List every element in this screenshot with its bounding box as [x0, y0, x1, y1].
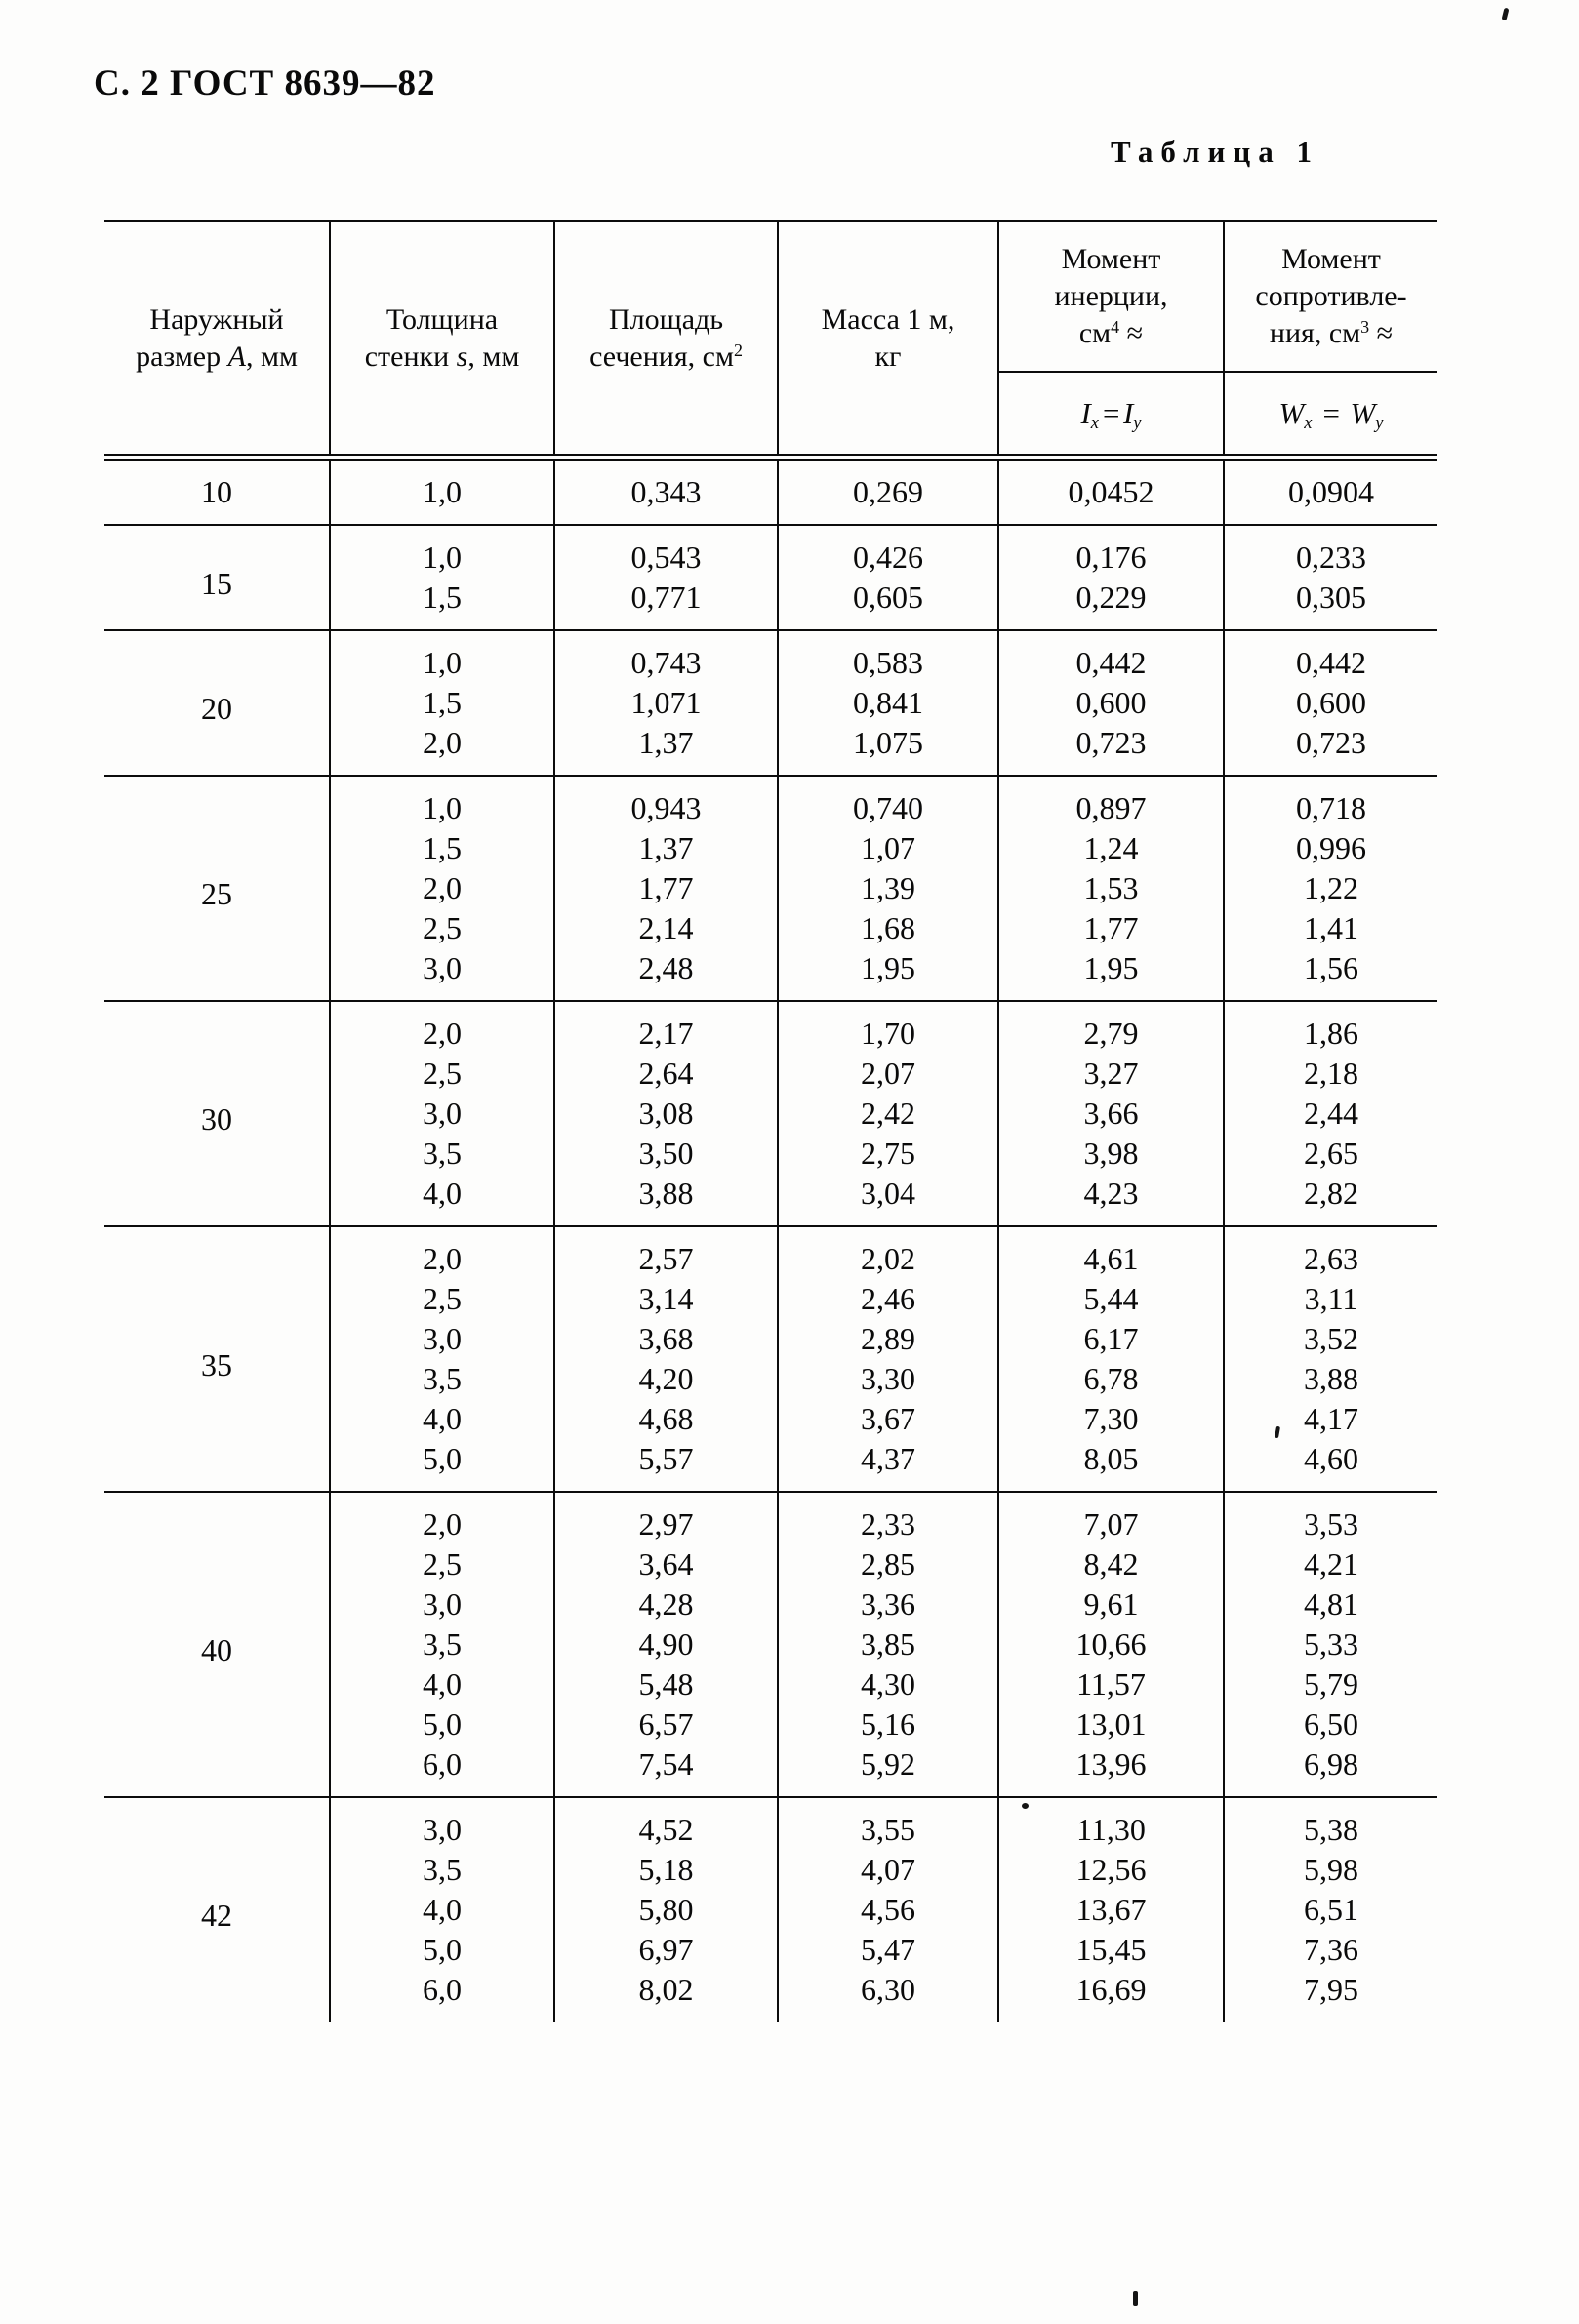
cell-inertia: 7,30: [998, 1399, 1224, 1439]
cell-mass: 0,269: [778, 458, 998, 526]
cell-area: 3,08: [554, 1094, 778, 1134]
cell-resistance: 0,600: [1296, 685, 1366, 720]
cell-thickness: 1,0: [330, 630, 554, 683]
cell-thickness: 2,5: [330, 1279, 554, 1319]
cell-thickness: 3,5: [330, 1359, 554, 1399]
size-group-35: [104, 1226, 1437, 1492]
cell-thickness: 2,5: [330, 908, 554, 948]
cell-mass: 2,46: [778, 1279, 998, 1319]
cell-size: 15: [104, 525, 330, 630]
table-row: [104, 1226, 1437, 1279]
cell-mass: 3,04: [778, 1174, 998, 1226]
dimensions-table: [104, 220, 1437, 2022]
cell-thickness: 3,0: [330, 1797, 554, 1850]
cell-thickness: 4,0: [330, 1664, 554, 1704]
cell-resistance: 3,88: [1304, 1361, 1358, 1396]
cell-area: 5,80: [554, 1890, 778, 1930]
cell-resistance: 2,44: [1304, 1096, 1358, 1131]
cell-inertia: 15,45: [998, 1930, 1224, 1970]
cell-thickness: 1,5: [330, 578, 554, 630]
col-header-moment-inertia: Момент инерции, $см^4$ ≈: [998, 221, 1224, 373]
cell-size: 35: [104, 1226, 330, 1492]
cell-inertia: 6,78: [998, 1359, 1224, 1399]
cell-thickness: 3,5: [330, 1134, 554, 1174]
cell-inertia: 11,57: [998, 1664, 1224, 1704]
cell-inertia: 12,56: [998, 1850, 1224, 1890]
cell-inertia: 1,95: [998, 948, 1224, 1001]
cell-mass: 6,30: [778, 1970, 998, 2022]
size-group-15: [104, 525, 1437, 630]
cell-inertia: 0,600: [998, 683, 1224, 723]
cell-size: 42: [104, 1797, 330, 2022]
cell-thickness: 2,0: [330, 868, 554, 908]
size-group-20: [104, 630, 1437, 776]
cell-thickness: 3,0: [330, 1584, 554, 1624]
cell-resistance: 4,17: [1304, 1401, 1358, 1436]
cell-inertia: 3,27: [998, 1054, 1224, 1094]
size-group-42: [104, 1797, 1437, 2022]
cell-resistance: 6,51: [1304, 1892, 1358, 1927]
cell-mass: 2,07: [778, 1054, 998, 1094]
cell-resistance: 3,11: [1304, 1281, 1358, 1316]
cell-inertia: 0,442: [998, 630, 1224, 683]
cell-area: 4,90: [554, 1624, 778, 1664]
cell-inertia: 6,17: [998, 1319, 1224, 1359]
cell-thickness: 4,0: [330, 1174, 554, 1226]
cell-thickness: 3,0: [330, 948, 554, 1001]
cell-mass: 4,56: [778, 1890, 998, 1930]
cell-thickness: 2,0: [330, 723, 554, 776]
cell-area: 0,771: [554, 578, 778, 630]
table-caption: Таблица 1: [1111, 135, 1319, 169]
cell-area: 4,20: [554, 1359, 778, 1399]
cell-resistance: 4,60: [1304, 1441, 1358, 1476]
cell-area: 2,17: [554, 1001, 778, 1054]
cell-resistance: 2,63: [1304, 1241, 1358, 1276]
col-header-mass: Масса 1 м, кг: [778, 221, 998, 458]
cell-area: 0,943: [554, 776, 778, 828]
cell-area: 0,543: [554, 525, 778, 578]
cell-area: 5,57: [554, 1439, 778, 1492]
cell-resistance: 5,33: [1304, 1626, 1358, 1662]
cell-area: 2,14: [554, 908, 778, 948]
cell-area: 5,18: [554, 1850, 778, 1890]
col-header-outer-size: Наружный размер А, мм: [104, 221, 330, 458]
cell-size: 10: [104, 458, 330, 526]
cell-area: 6,97: [554, 1930, 778, 1970]
cell-mass: 2,85: [778, 1544, 998, 1584]
cell-inertia: 3,98: [998, 1134, 1224, 1174]
table-row: [104, 1797, 1437, 1850]
scan-artifact: [1133, 2291, 1138, 2306]
cell-mass: 4,30: [778, 1664, 998, 1704]
cell-resistance: 4,21: [1304, 1546, 1358, 1582]
cell-thickness: 3,0: [330, 1094, 554, 1134]
size-group-25: [104, 776, 1437, 1001]
doc-header: С. 2 ГОСТ 8639—82: [94, 63, 436, 103]
cell-area: 3,14: [554, 1279, 778, 1319]
cell-thickness: 5,0: [330, 1439, 554, 1492]
cell-resistance: 5,79: [1304, 1666, 1358, 1702]
cell-inertia: 0,897: [998, 776, 1224, 828]
cell-area: 8,02: [554, 1970, 778, 2022]
cell-mass: 4,07: [778, 1850, 998, 1890]
cell-resistance: 4,81: [1304, 1586, 1358, 1622]
cell-thickness: 6,0: [330, 1744, 554, 1797]
cell-thickness: 2,5: [330, 1054, 554, 1094]
cell-resistance: 7,36: [1304, 1932, 1358, 1967]
cell-inertia: 8,42: [998, 1544, 1224, 1584]
cell-resistance: 2,18: [1304, 1056, 1358, 1091]
cell-inertia: 0,0452: [998, 458, 1224, 526]
cell-area: 3,50: [554, 1134, 778, 1174]
cell-thickness: 2,5: [330, 1544, 554, 1584]
cell-area: 1,37: [554, 723, 778, 776]
cell-inertia: 16,69: [998, 1970, 1224, 2022]
cell-resistance: 7,95: [1304, 1972, 1358, 2007]
cell-size: 20: [104, 630, 330, 776]
cell-mass: 0,605: [778, 578, 998, 630]
cell-resistance: 1,41: [1304, 910, 1358, 945]
cell-thickness: 3,0: [330, 1319, 554, 1359]
cell-mass: 0,841: [778, 683, 998, 723]
cell-area: 4,28: [554, 1584, 778, 1624]
cell-area: 5,48: [554, 1664, 778, 1704]
cell-thickness: 3,5: [330, 1850, 554, 1890]
cell-inertia: 4,23: [998, 1174, 1224, 1226]
cell-inertia: 1,24: [998, 828, 1224, 868]
cell-mass: 2,42: [778, 1094, 998, 1134]
cell-mass: 0,426: [778, 525, 998, 578]
cell-inertia: 10,66: [998, 1624, 1224, 1664]
table-row: [104, 1001, 1437, 1054]
cell-inertia: 13,67: [998, 1890, 1224, 1930]
subheader-ix-iy: $I_x=I_y$: [998, 372, 1224, 458]
col-header-wall-thickness: Толщина стенки s, мм: [330, 221, 554, 458]
scan-artifact: [1022, 1803, 1029, 1809]
col-header-section-modulus: Момент сопротивле- ния, $см^3$ ≈: [1224, 221, 1437, 373]
cell-mass: 3,85: [778, 1624, 998, 1664]
cell-thickness: 1,0: [330, 458, 554, 526]
cell-thickness: 2,0: [330, 1492, 554, 1544]
table-row: [104, 776, 1437, 828]
cell-inertia: 4,61: [998, 1226, 1224, 1279]
cell-mass: 1,70: [778, 1001, 998, 1054]
cell-inertia: 2,79: [998, 1001, 1224, 1054]
cell-inertia: 11,30: [998, 1797, 1224, 1850]
cell-area: 0,743: [554, 630, 778, 683]
cell-resistance: 0,233: [1296, 540, 1366, 575]
cell-area: 0,343: [554, 458, 778, 526]
cell-area: 4,52: [554, 1797, 778, 1850]
cell-mass: 2,89: [778, 1319, 998, 1359]
cell-mass: 3,67: [778, 1399, 998, 1439]
size-group-10: [104, 458, 1437, 526]
cell-inertia: 0,229: [998, 578, 1224, 630]
cell-thickness: 1,5: [330, 828, 554, 868]
col-header-section-area: Площадь сечения, $см^2$: [554, 221, 778, 458]
cell-inertia: 7,07: [998, 1492, 1224, 1544]
table-row: [104, 525, 1437, 578]
cell-mass: 3,55: [778, 1797, 998, 1850]
cell-thickness: 1,0: [330, 525, 554, 578]
cell-mass: 1,68: [778, 908, 998, 948]
cell-size: 40: [104, 1492, 330, 1797]
cell-area: 2,57: [554, 1226, 778, 1279]
cell-area: 4,68: [554, 1399, 778, 1439]
cell-resistance: 6,50: [1304, 1706, 1358, 1742]
cell-size: 25: [104, 776, 330, 1001]
cell-resistance: 0,996: [1296, 830, 1366, 865]
table-header: [104, 221, 1437, 458]
cell-mass: 1,07: [778, 828, 998, 868]
cell-inertia: 0,176: [998, 525, 1224, 578]
cell-resistance: 1,22: [1304, 870, 1358, 905]
cell-area: 3,68: [554, 1319, 778, 1359]
cell-thickness: 3,5: [330, 1624, 554, 1664]
cell-area: 2,97: [554, 1492, 778, 1544]
table-row: [104, 1492, 1437, 1544]
cell-resistance: 3,53: [1304, 1506, 1358, 1542]
table-row: [104, 458, 1437, 526]
cell-thickness: 1,0: [330, 776, 554, 828]
cell-area: 1,77: [554, 868, 778, 908]
cell-inertia: 0,723: [998, 723, 1224, 776]
cell-thickness: 5,0: [330, 1704, 554, 1744]
table-row: [104, 630, 1437, 683]
cell-mass: 2,02: [778, 1226, 998, 1279]
cell-inertia: 3,66: [998, 1094, 1224, 1134]
cell-area: 6,57: [554, 1704, 778, 1744]
cell-thickness: 4,0: [330, 1890, 554, 1930]
cell-resistance: 1,56: [1304, 950, 1358, 985]
cell-thickness: 6,0: [330, 1970, 554, 2022]
cell-resistance: 0,723: [1296, 725, 1366, 760]
cell-mass: 1,95: [778, 948, 998, 1001]
cell-resistance: 6,98: [1304, 1746, 1358, 1782]
cell-inertia: 13,01: [998, 1704, 1224, 1744]
cell-mass: 1,075: [778, 723, 998, 776]
cell-resistance: 2,65: [1304, 1136, 1358, 1171]
cell-size: 30: [104, 1001, 330, 1226]
cell-thickness: 2,0: [330, 1226, 554, 1279]
cell-resistance: 2,82: [1304, 1176, 1358, 1211]
cell-inertia: 8,05: [998, 1439, 1224, 1492]
cell-resistance: 5,98: [1304, 1852, 1358, 1887]
cell-inertia: 1,77: [998, 908, 1224, 948]
cell-area: 7,54: [554, 1744, 778, 1797]
cell-resistance: 1,86: [1304, 1016, 1358, 1051]
cell-thickness: 4,0: [330, 1399, 554, 1439]
cell-resistance: 0,0904: [1288, 474, 1374, 509]
size-group-30: [104, 1001, 1437, 1226]
size-group-40: [104, 1492, 1437, 1797]
cell-area: 2,48: [554, 948, 778, 1001]
cell-resistance: 0,718: [1296, 790, 1366, 825]
cell-mass: 5,92: [778, 1744, 998, 1797]
cell-resistance: 0,442: [1296, 645, 1366, 680]
cell-inertia: 1,53: [998, 868, 1224, 908]
scan-artifact: [1502, 8, 1510, 21]
cell-inertia: 9,61: [998, 1584, 1224, 1624]
cell-mass: 0,583: [778, 630, 998, 683]
cell-thickness: 2,0: [330, 1001, 554, 1054]
cell-resistance: 5,38: [1304, 1812, 1358, 1847]
cell-mass: 2,33: [778, 1492, 998, 1544]
cell-mass: 0,740: [778, 776, 998, 828]
cell-inertia: 5,44: [998, 1279, 1224, 1319]
cell-area: 1,37: [554, 828, 778, 868]
cell-mass: 3,36: [778, 1584, 998, 1624]
cell-mass: 1,39: [778, 868, 998, 908]
cell-mass: 2,75: [778, 1134, 998, 1174]
cell-resistance: 0,305: [1296, 580, 1366, 615]
cell-mass: 3,30: [778, 1359, 998, 1399]
cell-thickness: 1,5: [330, 683, 554, 723]
subheader-wx-wy: $W_x = W_y$: [1278, 395, 1384, 433]
cell-area: 3,64: [554, 1544, 778, 1584]
cell-mass: 5,16: [778, 1704, 998, 1744]
cell-mass: 4,37: [778, 1439, 998, 1492]
cell-area: 2,64: [554, 1054, 778, 1094]
cell-resistance: 3,52: [1304, 1321, 1358, 1356]
cell-mass: 5,47: [778, 1930, 998, 1970]
cell-thickness: 5,0: [330, 1930, 554, 1970]
cell-area: 1,071: [554, 683, 778, 723]
cell-area: 3,88: [554, 1174, 778, 1226]
cell-inertia: 13,96: [998, 1744, 1224, 1797]
